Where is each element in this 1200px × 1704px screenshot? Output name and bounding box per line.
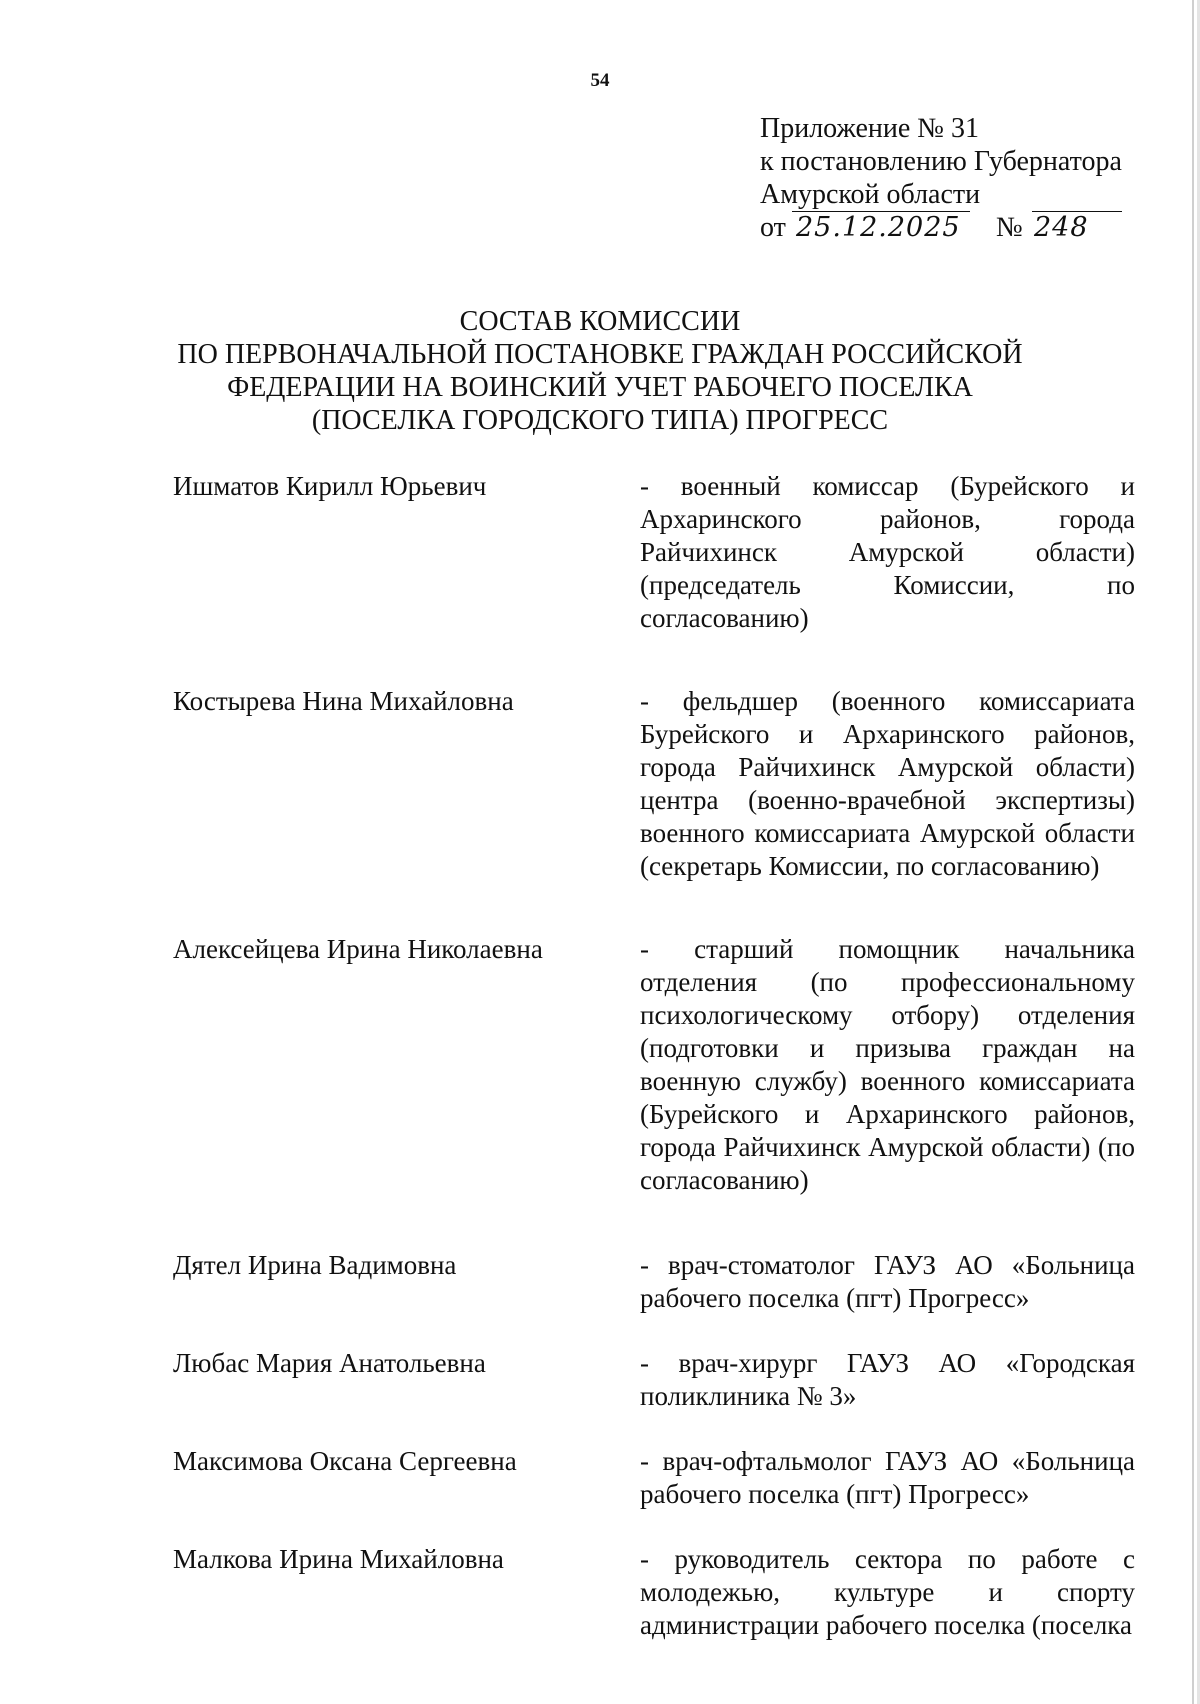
appendix-line-3: Амурской области [760, 179, 981, 210]
member-name: Дятел Ирина Вадимовна [173, 1250, 457, 1280]
member-row [173, 685, 1135, 883]
scan-edge-line [1192, 0, 1194, 1704]
appendix-block [760, 112, 1122, 247]
member-row [173, 1445, 1135, 1511]
appendix-date-number-line [760, 211, 1122, 247]
members-list [173, 470, 1135, 1642]
page-number: 54 [590, 70, 610, 91]
member-role: - фельдшер (военного комиссариата Бурейского и Архаринского районов, города Райчихинск Амурской области) центра (военно-врачебной экспертизы) военного комиссариата Амурской области (секретарь Комиссии, по согласованию) [640, 686, 1135, 881]
member-row [173, 1347, 1135, 1413]
document-title [0, 305, 1200, 437]
member-name: Костырева Нина Михайловна [173, 686, 514, 716]
member-role: - руководитель сектора по работе с молодежью, культуре и спорту администрации рабочего поселка (поселка [640, 1544, 1135, 1640]
title-line-2: ПО ПЕРВОНАЧАЛЬНОЙ ПОСТАНОВКЕ ГРАЖДАН РОССИЙСКОЙ [177, 339, 1023, 370]
handwritten-number: 248 [1034, 212, 1089, 243]
member-name: Ишматов Кирилл Юрьевич [173, 471, 487, 501]
member-role: - врач-офтальмолог ГАУЗ АО «Больница рабочего поселка (пгт) Прогресс» [640, 1446, 1135, 1509]
member-name: Любас Мария Анатольевна [173, 1348, 486, 1378]
appendix-line-1: Приложение № 31 [760, 113, 979, 144]
from-prefix: от [760, 212, 786, 243]
member-name: Алексейцева Ирина Николаевна [173, 934, 543, 964]
handwritten-date: 25.12.2025 [796, 212, 961, 243]
member-role: - военный комиссар (Бурейского и Архаринского районов, города Райчихинск Амурской области) (председатель Комиссии, по согласованию) [640, 471, 1135, 633]
title-line-1: СОСТАВ КОМИССИИ [459, 306, 741, 337]
member-name: Малкова Ирина Михайловна [173, 1544, 504, 1574]
title-line-3: ФЕДЕРАЦИИ НА ВОИНСКИЙ УЧЕТ РАБОЧЕГО ПОСЕЛКА [227, 372, 973, 403]
member-row [173, 1249, 1135, 1315]
member-row [173, 1543, 1135, 1642]
number-prefix: № [996, 212, 1023, 243]
member-name: Максимова Оксана Сергеевна [173, 1446, 517, 1476]
title-line-4: (ПОСЕЛКА ГОРОДСКОГО ТИПА) ПРОГРЕСС [311, 405, 889, 436]
member-role: - старший помощник начальника отделения (по профессиональному психологическому отбору) отделения (подготовки и призыва граждан на военную службу) военного комиссариата (Бурейского и Архаринского районов, города Райчихинск Амурской области) (по согласованию) [640, 934, 1135, 1195]
member-role: - врач-хирург ГАУЗ АО «Городская поликлиника № 3» [640, 1348, 1135, 1411]
member-row [173, 470, 1135, 635]
member-row [173, 933, 1135, 1197]
appendix-line-2: к постановлению Губернатора [760, 146, 1122, 177]
member-role: - врач-стоматолог ГАУЗ АО «Больница рабочего поселка (пгт) Прогресс» [640, 1250, 1135, 1313]
